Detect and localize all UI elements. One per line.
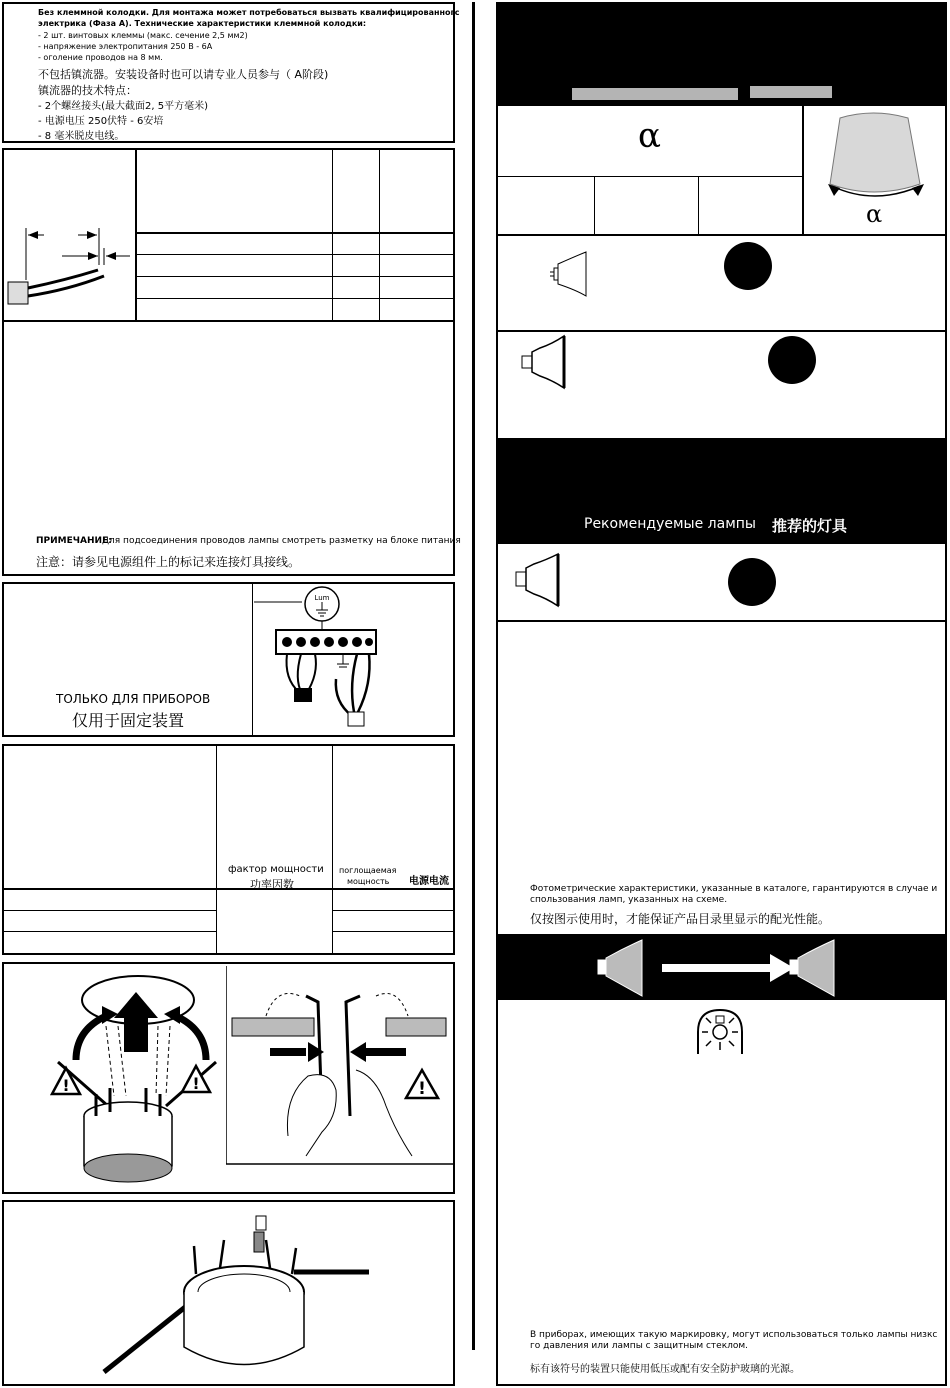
alpha-symbol: α <box>638 116 661 156</box>
lamp-code-dot <box>724 242 772 290</box>
table-divider <box>332 150 333 320</box>
note-text: Для подсоединения проводов лампы смотреть разметку на блоке питания <box>102 536 461 546</box>
spec-item-ru-2: - напряжение электропитания 250 В - 6А <box>38 42 213 51</box>
pressure-ru-2: го давления или лампы с защитным стеклом. <box>530 1341 749 1351</box>
consumed-power-ru-2: мощность <box>347 877 390 886</box>
table-row-line <box>135 276 455 277</box>
table-row-line <box>4 910 216 911</box>
table-row-line <box>4 931 216 932</box>
photometric-ru-1: Фотометрические характеристики, указанные в каталоге, гарантируются в случае и <box>530 884 938 894</box>
fixed-label-ru: ТОЛЬКО ДЛЯ ПРИБОРОВ <box>56 692 211 706</box>
table-divider <box>216 746 217 953</box>
table-header-line <box>4 888 453 890</box>
lamp-code-dot <box>768 336 816 384</box>
lamp-icon-par <box>518 334 574 390</box>
table-row-line <box>135 232 455 234</box>
table-divider <box>332 746 333 953</box>
table-divider <box>698 176 699 234</box>
table-row-line <box>135 254 455 255</box>
table-row-line <box>332 931 453 932</box>
alpha-symbol-small: α <box>866 200 883 228</box>
terminal-block-diagram <box>254 584 454 735</box>
lamp-icon-mr16 <box>542 250 592 300</box>
table-row-line <box>498 176 802 177</box>
note-label: ПРИМЕЧАНИЕ: <box>36 536 112 546</box>
power-table-box <box>2 744 455 955</box>
lamp-replacement-diagram <box>594 938 844 998</box>
pressure-ru-1: В приборах, имеющих такую маркировку, могут использоваться только лампы низкс <box>530 1330 938 1340</box>
table-row-line <box>135 298 455 299</box>
consumed-power-ru-1: поглощаемая <box>339 866 397 875</box>
spec-cn-line-2: 镇流器的技术特点： <box>38 84 137 97</box>
table-divider <box>594 176 595 234</box>
spec-bold-line-2: электрика (Фаза А). Технические характеристики клеммной колодки: <box>38 19 367 28</box>
spec-item-ru-1: - 2 шт. винтовых клеммы (макс. сечение 2,5 мм2) <box>38 31 248 40</box>
warning-symbol: ! <box>62 1076 70 1095</box>
spec-item-cn-1: - 2个螺丝接头(最大截面2, 5平方毫米) <box>38 101 209 112</box>
installation-left-diagram <box>6 966 226 1192</box>
terminal-label: Lum <box>314 594 330 602</box>
fixture-drawing <box>94 1212 394 1384</box>
wire-strip-diagram <box>6 220 134 315</box>
note-text-cn: 注意：请参见电源组件上的标记来连接灯具接线。 <box>36 555 301 569</box>
warning-symbol: ! <box>418 1079 426 1099</box>
installation-box <box>2 962 455 1194</box>
power-factor-ru: фактор мощности <box>228 864 324 875</box>
right-column <box>496 2 947 1386</box>
warning-symbol: ! <box>192 1074 200 1093</box>
lamp-code-dot <box>728 558 776 606</box>
table-divider <box>379 150 380 320</box>
spec-item-cn-2: - 电源电压 250伏特 - 6安培 <box>38 116 164 127</box>
center-rule <box>472 2 475 1350</box>
table-divider <box>802 106 804 234</box>
low-pressure-lamp-icon <box>690 1004 750 1060</box>
table-row-line <box>332 910 453 911</box>
row-line <box>498 620 945 622</box>
installation-right-diagram <box>226 966 453 1192</box>
wiring-note-box <box>2 148 461 576</box>
recommended-cn: 推荐的灯具 <box>772 517 848 535</box>
header-grey-bar-2 <box>750 86 832 98</box>
box-divider <box>252 584 253 735</box>
fixed-label-cn: 仅用于固定装置 <box>72 711 185 730</box>
current-cn: 电源电流 <box>409 876 449 887</box>
power-factor-cn: 功率因数 <box>250 878 294 891</box>
table-divider <box>135 150 137 320</box>
spec-item-cn-3: - 8 毫米脱皮电线。 <box>38 131 125 142</box>
recommended-ru: Рекомендуемые лампы <box>584 516 756 532</box>
row-line <box>498 330 945 332</box>
pressure-cn: 标有该符号的装置只能使用低压或配有安全防护玻璃的光源。 <box>530 1364 800 1375</box>
table-bottom-line <box>4 320 455 322</box>
fixed-fixture-box <box>2 582 455 737</box>
spec-item-ru-3: - оголение проводов на 8 мм. <box>38 53 163 62</box>
product-drawing-box <box>2 1200 455 1386</box>
table-bottom-line <box>498 234 945 236</box>
header-grey-bar-1 <box>572 88 738 100</box>
spec-cn-line-1: 不包括镇流器。安装设备时也可以请专业人员参与（ A阶段) <box>38 68 329 81</box>
photometric-cn: 仅按图示使用时，才能保证产品目录里显示的配光性能。 <box>530 912 831 926</box>
spec-bold-line-1: Без клеммной колодки. Для монтажа может потребоваться вызвать квалифицированногс <box>38 8 460 17</box>
photometric-ru-2: спользования ламп, указанных на схеме. <box>530 895 728 905</box>
spec-box <box>2 2 460 143</box>
lamp-icon-recommended <box>512 552 568 608</box>
